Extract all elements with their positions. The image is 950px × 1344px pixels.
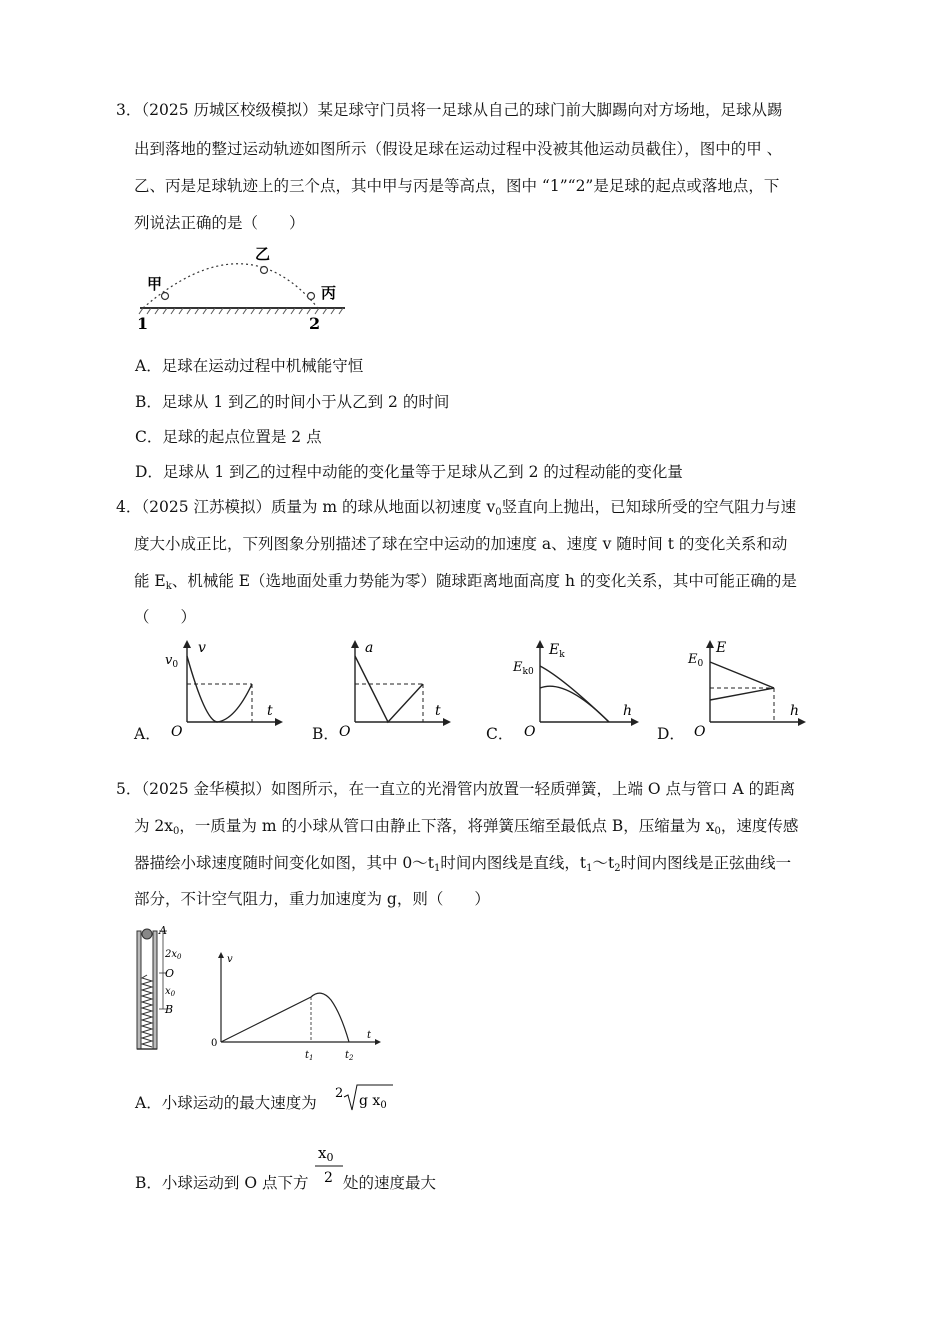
graph-c-xlabel: h xyxy=(623,703,633,719)
tube-label-o: O xyxy=(165,967,175,980)
q4-line-2: 度大小成正比，下列图象分别描述了球在空中运动的加速度 a、速度 v 随时间 t 的变化关系和动 xyxy=(134,535,788,553)
vt-ylabel: v xyxy=(227,954,233,965)
label-yi: 乙 xyxy=(255,245,271,263)
q5-line-4: 部分，不计空气阻力，重力加速度为 g，则（ ） xyxy=(134,890,490,908)
q4-option-d-label: D． xyxy=(657,725,685,743)
q3-line-1: 3．（2025 历城区校级模拟）某足球守门员将一足球从自己的球门前大脚踢向对方场地，足球从踢 xyxy=(116,101,783,119)
q5-line-3: 器描绘小球速度随时间变化如图，其中 $0\sim t_1$时间内图线是直线，$t_1\sim t_2$时间内图线是正弦曲线一 xyxy=(134,854,792,874)
q4-graph-d xyxy=(688,638,818,738)
q4-option-b-label: B． xyxy=(312,725,339,743)
graph-b-origin: O xyxy=(339,724,351,740)
label-point-1: 1 xyxy=(137,314,149,333)
q4-line-4: （ ） xyxy=(134,608,197,626)
q3-line-3: 乙、丙是足球轨迹上的三个点，其中甲与丙是等高点，图中 “1”“2”是足球的起点或落地点，下 xyxy=(134,177,780,195)
tube-label-a: A xyxy=(159,924,167,937)
label-jia: 甲 xyxy=(147,275,163,293)
q3-option-c: C．足球的起点位置是 2 点 xyxy=(135,428,322,446)
q3-line-2: 出到落地的整过运动轨迹如图所示（假设足球在运动过程中没被其他运动员截住），图中的甲 、 xyxy=(134,140,783,158)
q5-option-a: A．小球运动的最大速度为 xyxy=(135,1094,317,1112)
q5-option-a-formula xyxy=(335,1083,405,1113)
q4-graph-c xyxy=(513,638,643,738)
vt-xlabel: t xyxy=(367,1030,372,1041)
graph-d-ylabel: E xyxy=(716,640,727,656)
q4-line-3: 能 $E_k$、机械能 E（选地面处重力势能为零）随球距离地面高度 h 的变化关系，其中可能正确的是 xyxy=(134,572,797,592)
q4-line-1: 4．（2025 江苏模拟）质量为 m 的球从地面以初速度 $v_0$竖直向上抛出，已知球所受的空气阻力与速 xyxy=(116,498,797,518)
q4-option-c-label: C． xyxy=(486,725,514,743)
svg-text:g x0: g $x_0$ xyxy=(359,1093,387,1111)
vt-origin: 0 xyxy=(211,1038,218,1049)
q5-line-1: 5．（2025 金华模拟）如图所示，在一直立的光滑管内放置一轻质弹簧，上端 O 点与管口 A 的距离 xyxy=(116,780,796,798)
graph-d-e0: $E_0$ xyxy=(688,652,704,669)
q5-tube-figure xyxy=(133,925,193,1055)
graph-c-origin: O xyxy=(524,724,536,740)
graph-a-xlabel: t xyxy=(267,703,273,719)
tube-label-x0: $x_0$ xyxy=(165,986,176,998)
graph-a-origin: O xyxy=(171,724,183,740)
svg-text:x0: $x_0$ xyxy=(318,1144,334,1164)
label-bing: 丙 xyxy=(321,284,337,302)
graph-a-ylabel: v xyxy=(198,640,206,656)
graph-c-ylabel: $E_k$ xyxy=(549,642,565,660)
q4-graph-b xyxy=(333,638,453,738)
graph-c-ek0: $E_{k0}$ xyxy=(513,660,534,677)
graph-d-xlabel: h xyxy=(790,703,800,719)
q4-graph-a xyxy=(165,638,285,738)
q3-trajectory-figure xyxy=(135,245,355,335)
label-point-2: 2 xyxy=(309,314,321,333)
graph-a-v0: $v_0$ xyxy=(165,653,179,670)
q5-option-b-tail: 处的速度最大 xyxy=(343,1174,437,1192)
q3-option-a: A．足球在运动过程中机械能守恒 xyxy=(135,357,364,375)
q5-option-b: B．小球运动到 O 点下方 xyxy=(135,1174,309,1192)
graph-b-xlabel: t xyxy=(435,703,441,719)
vt-t1: $t_1$ xyxy=(305,1050,314,1062)
q5-line-2: 为 $2x_0$，一质量为 m 的小球从管口由静止下落，将弹簧压缩至最低点 B，压缩量为 $x_0$，速度传感 xyxy=(134,817,799,837)
tube-label-2x0: $2x_0$ xyxy=(165,949,182,961)
q5-vt-graph xyxy=(205,950,385,1065)
q4-option-a-label: A． xyxy=(134,725,161,743)
vt-t2: $t_2$ xyxy=(345,1050,354,1062)
svg-text:2: 2 xyxy=(324,1170,333,1186)
graph-d-origin: O xyxy=(694,724,706,740)
tube-label-b: B xyxy=(165,1003,174,1016)
q3-option-d: D．足球从 1 到乙的过程中动能的变化量等于足球从乙到 2 的过程动能的变化量 xyxy=(135,463,683,481)
graph-b-ylabel: a xyxy=(365,640,374,656)
svg-text:2: 2 xyxy=(335,1086,344,1101)
q3-option-b: B．足球从 1 到乙的时间小于从乙到 2 的时间 xyxy=(135,393,450,411)
q3-line-4: 列说法正确的是（ ） xyxy=(134,214,305,232)
